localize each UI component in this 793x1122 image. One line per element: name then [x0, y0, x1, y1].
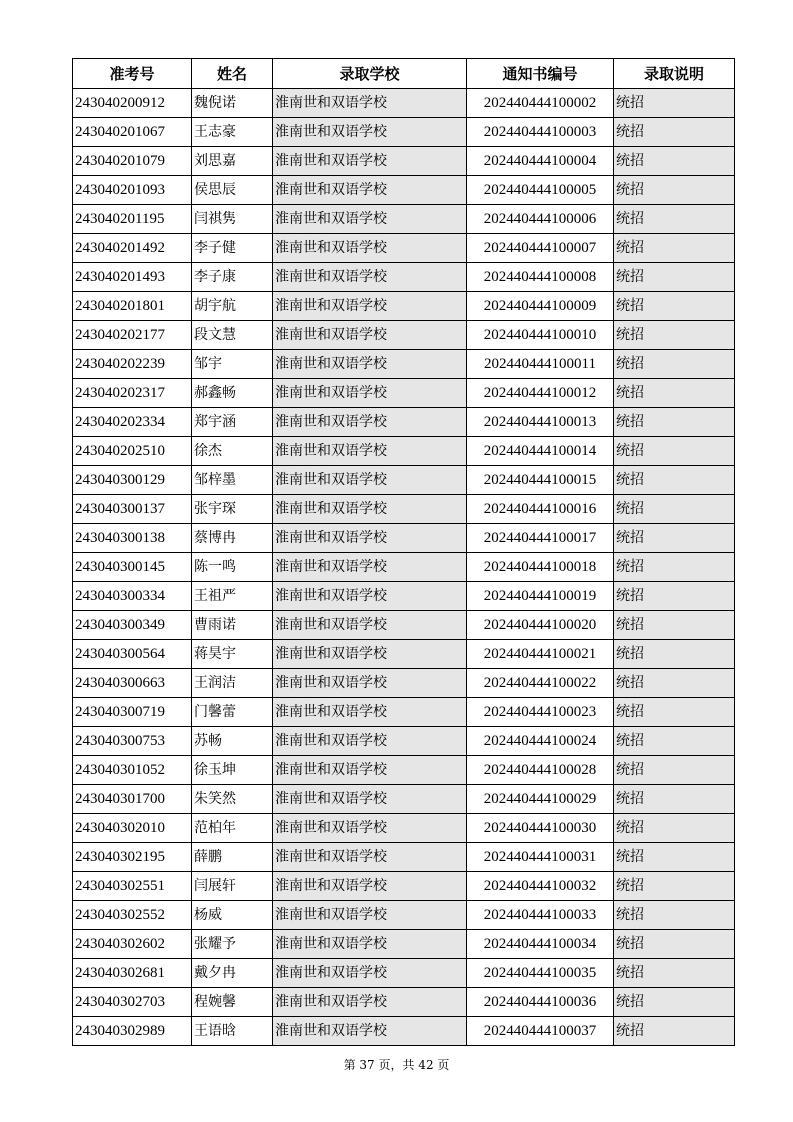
admission-note-cell: 统招 [614, 350, 735, 379]
exam-number-cell: 243040300753 [73, 727, 192, 756]
admission-note-cell: 统招 [614, 524, 735, 553]
table-row [73, 118, 735, 147]
student-name-cell: 戴夕冉 [192, 959, 273, 988]
admission-list-sheet [72, 58, 734, 1046]
admission-note-cell: 统招 [614, 843, 735, 872]
table-row [73, 814, 735, 843]
admission-note-cell: 统招 [614, 959, 735, 988]
table-row [73, 176, 735, 205]
student-name-cell: 王语晗 [192, 1017, 273, 1046]
admission-note-cell: 统招 [614, 1017, 735, 1046]
notice-number-cell: 202440444100032 [467, 872, 614, 901]
student-name-cell: 蔡博冉 [192, 524, 273, 553]
page-footer: 第 37 页，共 42 页 [343, 1058, 450, 1072]
admission-note-cell: 统招 [614, 756, 735, 785]
school-cell: 淮南世和双语学校 [273, 408, 467, 437]
student-name-cell: 徐玉坤 [192, 756, 273, 785]
header-notice-number: 通知书编号 [467, 59, 614, 89]
school-cell: 淮南世和双语学校 [273, 843, 467, 872]
notice-number-cell: 202440444100014 [467, 437, 614, 466]
notice-number-cell: 202440444100024 [467, 727, 614, 756]
school-cell: 淮南世和双语学校 [273, 930, 467, 959]
school-cell: 淮南世和双语学校 [273, 176, 467, 205]
school-cell: 淮南世和双语学校 [273, 118, 467, 147]
admission-note-cell: 统招 [614, 930, 735, 959]
exam-number-cell: 243040300349 [73, 611, 192, 640]
table-row [73, 669, 735, 698]
school-cell: 淮南世和双语学校 [273, 988, 467, 1017]
student-name-cell: 薛鹏 [192, 843, 273, 872]
exam-number-cell: 243040202334 [73, 408, 192, 437]
student-name-cell: 闫展轩 [192, 872, 273, 901]
school-cell: 淮南世和双语学校 [273, 582, 467, 611]
exam-number-cell: 243040302703 [73, 988, 192, 1017]
student-name-cell: 程婉馨 [192, 988, 273, 1017]
notice-number-cell: 202440444100006 [467, 205, 614, 234]
table-row [73, 785, 735, 814]
school-cell: 淮南世和双语学校 [273, 756, 467, 785]
school-cell: 淮南世和双语学校 [273, 640, 467, 669]
notice-number-cell: 202440444100015 [467, 466, 614, 495]
notice-number-cell: 202440444100033 [467, 901, 614, 930]
admission-note-cell: 统招 [614, 437, 735, 466]
admission-note-cell: 统招 [614, 263, 735, 292]
student-name-cell: 刘思嘉 [192, 147, 273, 176]
table-row [73, 147, 735, 176]
table-row [73, 350, 735, 379]
exam-number-cell: 243040300663 [73, 669, 192, 698]
notice-number-cell: 202440444100010 [467, 321, 614, 350]
admission-note-cell: 统招 [614, 582, 735, 611]
notice-number-cell: 202440444100017 [467, 524, 614, 553]
school-cell: 淮南世和双语学校 [273, 553, 467, 582]
table-row [73, 234, 735, 263]
table-row [73, 292, 735, 321]
admission-note-cell: 统招 [614, 234, 735, 263]
admission-note-cell: 统招 [614, 495, 735, 524]
school-cell: 淮南世和双语学校 [273, 466, 467, 495]
exam-number-cell: 243040301052 [73, 756, 192, 785]
notice-number-cell: 202440444100020 [467, 611, 614, 640]
admission-note-cell: 统招 [614, 147, 735, 176]
student-name-cell: 蒋昊宇 [192, 640, 273, 669]
student-name-cell: 段文慧 [192, 321, 273, 350]
admission-note-cell: 统招 [614, 872, 735, 901]
notice-number-cell: 202440444100005 [467, 176, 614, 205]
admission-note-cell: 统招 [614, 611, 735, 640]
table-row [73, 495, 735, 524]
student-name-cell: 朱笑然 [192, 785, 273, 814]
student-name-cell: 侯思辰 [192, 176, 273, 205]
admission-note-cell: 统招 [614, 89, 735, 118]
notice-number-cell: 202440444100034 [467, 930, 614, 959]
table-row [73, 611, 735, 640]
exam-number-cell: 243040201492 [73, 234, 192, 263]
school-cell: 淮南世和双语学校 [273, 872, 467, 901]
admission-note-cell: 统招 [614, 785, 735, 814]
student-name-cell: 张耀予 [192, 930, 273, 959]
student-name-cell: 邹宇 [192, 350, 273, 379]
student-name-cell: 李子康 [192, 263, 273, 292]
admission-note-cell: 统招 [614, 466, 735, 495]
admission-note-cell: 统招 [614, 553, 735, 582]
table-row [73, 901, 735, 930]
notice-number-cell: 202440444100013 [467, 408, 614, 437]
school-cell: 淮南世和双语学校 [273, 350, 467, 379]
school-cell: 淮南世和双语学校 [273, 437, 467, 466]
admission-note-cell: 统招 [614, 669, 735, 698]
exam-number-cell: 243040300129 [73, 466, 192, 495]
notice-number-cell: 202440444100003 [467, 118, 614, 147]
notice-number-cell: 202440444100008 [467, 263, 614, 292]
table-body [73, 89, 735, 1046]
notice-number-cell: 202440444100018 [467, 553, 614, 582]
exam-number-cell: 243040201801 [73, 292, 192, 321]
student-name-cell: 苏畅 [192, 727, 273, 756]
student-name-cell: 胡宇航 [192, 292, 273, 321]
exam-number-cell: 243040202510 [73, 437, 192, 466]
exam-number-cell: 243040302681 [73, 959, 192, 988]
school-cell: 淮南世和双语学校 [273, 669, 467, 698]
notice-number-cell: 202440444100002 [467, 89, 614, 118]
notice-number-cell: 202440444100030 [467, 814, 614, 843]
exam-number-cell: 243040302552 [73, 901, 192, 930]
admission-note-cell: 统招 [614, 379, 735, 408]
exam-number-cell: 243040302010 [73, 814, 192, 843]
notice-number-cell: 202440444100011 [467, 350, 614, 379]
admission-note-cell: 统招 [614, 292, 735, 321]
table-row [73, 524, 735, 553]
school-cell: 淮南世和双语学校 [273, 147, 467, 176]
notice-number-cell: 202440444100004 [467, 147, 614, 176]
exam-number-cell: 243040300145 [73, 553, 192, 582]
student-name-cell: 曹雨诺 [192, 611, 273, 640]
school-cell: 淮南世和双语学校 [273, 234, 467, 263]
exam-number-cell: 243040300334 [73, 582, 192, 611]
table-header-row [73, 59, 735, 89]
school-cell: 淮南世和双语学校 [273, 379, 467, 408]
student-name-cell: 门馨蕾 [192, 698, 273, 727]
notice-number-cell: 202440444100035 [467, 959, 614, 988]
table-row [73, 582, 735, 611]
notice-number-cell: 202440444100021 [467, 640, 614, 669]
table-row [73, 379, 735, 408]
exam-number-cell: 243040201079 [73, 147, 192, 176]
header-exam-number: 准考号 [73, 59, 192, 89]
exam-number-cell: 243040300564 [73, 640, 192, 669]
exam-number-cell: 243040302551 [73, 872, 192, 901]
notice-number-cell: 202440444100037 [467, 1017, 614, 1046]
table-row [73, 89, 735, 118]
exam-number-cell: 243040302602 [73, 930, 192, 959]
exam-number-cell: 243040302989 [73, 1017, 192, 1046]
student-name-cell: 王志豪 [192, 118, 273, 147]
exam-number-cell: 243040301700 [73, 785, 192, 814]
student-name-cell: 王祖严 [192, 582, 273, 611]
header-admission-note: 录取说明 [614, 59, 735, 89]
school-cell: 淮南世和双语学校 [273, 1017, 467, 1046]
admission-note-cell: 统招 [614, 727, 735, 756]
notice-number-cell: 202440444100029 [467, 785, 614, 814]
student-name-cell: 杨威 [192, 901, 273, 930]
admission-note-cell: 统招 [614, 698, 735, 727]
table-row [73, 756, 735, 785]
exam-number-cell: 243040201067 [73, 118, 192, 147]
exam-number-cell: 243040200912 [73, 89, 192, 118]
student-name-cell: 魏倪诺 [192, 89, 273, 118]
school-cell: 淮南世和双语学校 [273, 205, 467, 234]
admission-note-cell: 统招 [614, 176, 735, 205]
student-name-cell: 李子健 [192, 234, 273, 263]
school-cell: 淮南世和双语学校 [273, 901, 467, 930]
admission-note-cell: 统招 [614, 814, 735, 843]
table-row [73, 727, 735, 756]
table-row [73, 640, 735, 669]
admission-note-cell: 统招 [614, 205, 735, 234]
school-cell: 淮南世和双语学校 [273, 89, 467, 118]
notice-number-cell: 202440444100028 [467, 756, 614, 785]
header-school: 录取学校 [273, 59, 467, 89]
table-row [73, 553, 735, 582]
notice-number-cell: 202440444100022 [467, 669, 614, 698]
admission-note-cell: 统招 [614, 640, 735, 669]
admission-note-cell: 统招 [614, 118, 735, 147]
admission-note-cell: 统招 [614, 321, 735, 350]
table-row [73, 321, 735, 350]
exam-number-cell: 243040202239 [73, 350, 192, 379]
table-row [73, 1017, 735, 1046]
school-cell: 淮南世和双语学校 [273, 727, 467, 756]
notice-number-cell: 202440444100036 [467, 988, 614, 1017]
exam-number-cell: 243040202317 [73, 379, 192, 408]
student-name-cell: 陈一鸣 [192, 553, 273, 582]
school-cell: 淮南世和双语学校 [273, 263, 467, 292]
admission-note-cell: 统招 [614, 901, 735, 930]
exam-number-cell: 243040300719 [73, 698, 192, 727]
student-name-cell: 邹梓墨 [192, 466, 273, 495]
school-cell: 淮南世和双语学校 [273, 292, 467, 321]
school-cell: 淮南世和双语学校 [273, 321, 467, 350]
table-row [73, 263, 735, 292]
exam-number-cell: 243040201195 [73, 205, 192, 234]
exam-number-cell: 243040202177 [73, 321, 192, 350]
table-row [73, 843, 735, 872]
student-name-cell: 王润洁 [192, 669, 273, 698]
student-name-cell: 闫祺隽 [192, 205, 273, 234]
notice-number-cell: 202440444100019 [467, 582, 614, 611]
exam-number-cell: 243040201493 [73, 263, 192, 292]
notice-number-cell: 202440444100016 [467, 495, 614, 524]
table-row [73, 930, 735, 959]
school-cell: 淮南世和双语学校 [273, 524, 467, 553]
student-name-cell: 郝鑫畅 [192, 379, 273, 408]
table-row [73, 698, 735, 727]
school-cell: 淮南世和双语学校 [273, 611, 467, 640]
school-cell: 淮南世和双语学校 [273, 814, 467, 843]
admission-note-cell: 统招 [614, 408, 735, 437]
student-name-cell: 郑宇涵 [192, 408, 273, 437]
school-cell: 淮南世和双语学校 [273, 698, 467, 727]
admission-table [72, 58, 735, 1046]
table-row [73, 408, 735, 437]
school-cell: 淮南世和双语学校 [273, 959, 467, 988]
notice-number-cell: 202440444100012 [467, 379, 614, 408]
header-name: 姓名 [192, 59, 273, 89]
student-name-cell: 范柏年 [192, 814, 273, 843]
exam-number-cell: 243040300137 [73, 495, 192, 524]
exam-number-cell: 243040302195 [73, 843, 192, 872]
notice-number-cell: 202440444100023 [467, 698, 614, 727]
school-cell: 淮南世和双语学校 [273, 785, 467, 814]
table-row [73, 959, 735, 988]
notice-number-cell: 202440444100031 [467, 843, 614, 872]
admission-note-cell: 统招 [614, 988, 735, 1017]
exam-number-cell: 243040300138 [73, 524, 192, 553]
table-row [73, 437, 735, 466]
table-row [73, 988, 735, 1017]
school-cell: 淮南世和双语学校 [273, 495, 467, 524]
exam-number-cell: 243040201093 [73, 176, 192, 205]
table-row [73, 205, 735, 234]
table-row [73, 872, 735, 901]
student-name-cell: 徐杰 [192, 437, 273, 466]
notice-number-cell: 202440444100007 [467, 234, 614, 263]
notice-number-cell: 202440444100009 [467, 292, 614, 321]
student-name-cell: 张宇琛 [192, 495, 273, 524]
table-row [73, 466, 735, 495]
